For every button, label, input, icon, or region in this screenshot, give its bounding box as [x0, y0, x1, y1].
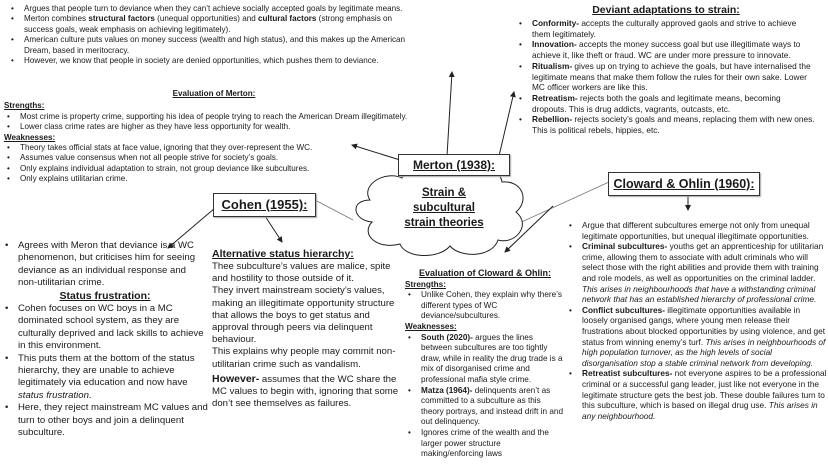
term-structural-factors: structural factors	[88, 14, 155, 24]
list-item	[8, 4, 418, 14]
list-item-text: .	[88, 389, 92, 401]
list-item-text: Merton combines	[24, 14, 89, 24]
list-item	[516, 61, 816, 93]
list-item	[2, 353, 208, 403]
adaptation-text: rejects both the goals and legitimate means, becoming dropouts. This is drug addicts, vagrants, outcasts, etc.	[532, 92, 781, 114]
strengths-list	[405, 290, 565, 322]
strengths-list	[4, 112, 424, 133]
line-cloud-cloward	[515, 182, 609, 225]
arrow-merton-adaptations	[499, 92, 514, 156]
status-frustration	[2, 290, 208, 439]
merton-evaluation-heading: Evaluation of Merton:	[172, 89, 256, 98]
list-item-text: This puts them at the bottom of the status hierarchy, they are unable to achieve legitimately via education and now have	[18, 352, 195, 389]
list-item-text: illegitimate opportunities available in loosely organised gangs, where young men release their frustrations about blocked opportunities by using violence, and get status from winning enemy’s turf.	[582, 304, 826, 347]
list-item-text: not everyone aspires to be a professional criminal or a successful gang leader, just like not everyone in the legitimate structure gets the best job. These double failures turn to this subculture, which is based on illegal drug use.	[582, 368, 827, 411]
deviant-adaptations	[516, 3, 816, 136]
weaknesses-list	[405, 333, 565, 460]
list-item: • Agrees with Meron that deviance is a WC phenomenon, but criticises him for seeing deviance as an individual response and non-utilitarian crime.	[2, 240, 207, 290]
merton-evaluation	[4, 89, 424, 185]
list-item	[8, 35, 418, 56]
list-item: • Ignores crime of the wealth and the larger power structure making/enforcing laws	[405, 428, 565, 460]
status-frustration-list	[2, 303, 208, 439]
subculture-term: Conflict subcultures-	[582, 304, 665, 315]
merton-intro-list	[8, 4, 418, 66]
status-frustration-term: status frustration	[18, 389, 89, 401]
list-item-italic: This arises in neighbourhoods of high population turnover, as the high levels of social disorganisation stop a stable criminal network from developing.	[582, 336, 826, 368]
adaptations-list	[516, 18, 816, 136]
cohen-box: Cohen (1955):	[213, 193, 316, 217]
list-item-italic: This arises in neighbourhoods that have a withstanding criminal network that has an established hierarchy of professional crime.	[582, 283, 817, 305]
list-item: • Only explains utilitarian crime.	[4, 174, 424, 184]
list-item-text: argues the lines between subcultures are too tightly draw, while in reality the drug trade is a mix of disorganised crime and professional mafia style crime.	[421, 332, 563, 384]
adaptations-heading: Deviant adaptations to strain:	[592, 4, 740, 16]
list-item: • Assumes value consensus when not all people strive for society’s goals.	[4, 153, 424, 163]
cloward-ohlin-points	[566, 220, 828, 421]
critic-name: South (2020)-	[421, 332, 473, 342]
list-item	[566, 241, 828, 305]
adaptation-term: Conformity-	[532, 18, 580, 28]
strengths-label: Strengths:	[405, 279, 446, 289]
list-item: • Argue that different subcultures emerge not only from unequal legitimate opportunities, but unequal illegitimate opportunities.	[566, 220, 828, 241]
term-cultural-factors: cultural factors	[257, 14, 317, 24]
center-title-line: subcultural	[413, 202, 475, 214]
alt-hierarchy-point: Thee subculture’s values are malice, spite and hostility to those outside of it.	[212, 261, 391, 285]
critic-name: Matza (1964)-	[421, 385, 473, 395]
however-note	[212, 373, 407, 411]
list-item-text: American culture puts values on money success (wealth and high status), and this makes up the American Dream, based in meritocracy.	[24, 35, 406, 55]
weaknesses-list	[4, 143, 424, 185]
arrow-cohen-alt	[265, 216, 282, 242]
list-item	[516, 39, 816, 60]
list-item	[516, 18, 816, 39]
weaknesses-label: Weaknesses:	[4, 132, 56, 142]
list-item: • Theory takes official stats at face value, ignoring that they over-represent the WC.	[4, 143, 424, 153]
alt-hierarchy-point: They invert mainstream society’s values, making an illegitimate opportunity structure that allows the boys to get status and approval through peers via delinquent behaviour.	[212, 285, 395, 346]
list-item-text: (strong emphasis on success goals, weak emphasis on achieving legitimately).	[24, 14, 393, 34]
list-item	[8, 14, 418, 35]
list-item: • Here, they reject mainstream MC values and turn to other boys and join a delinquent subculture.	[2, 402, 208, 439]
strengths-label: Strengths:	[4, 101, 45, 111]
cloward-ohlin-box: Cloward & Ohlin (1960):	[608, 172, 760, 196]
adaptation-text: rejects society’s goals and means, replacing them with new ones. This is political rebels, hippies, etc.	[532, 114, 815, 136]
list-item-text: Argues that people turn to deviance when they can’t achieve socially accepted goals by legitimate means.	[24, 4, 403, 13]
cloward-evaluation-heading: Evaluation of Cloward & Ohlin:	[418, 268, 551, 278]
list-item: • Lower class crime rates are higher as they have less opportunity for wealth.	[4, 122, 424, 132]
subculture-term: Retreatist subcultures-	[582, 368, 673, 379]
list-item: • Cohen focuses on WC boys in a MC dominated school system, as they are culturally deprived and lack skills to achieve in this environment.	[2, 303, 208, 353]
adaptation-text: accepts the money success goal but use illegitimate ways to achieve it, like theft or fraud. WC are under more pressure to innovate.	[532, 39, 801, 61]
center-title-line: strain theories	[404, 217, 484, 229]
merton-box: Merton (1938):	[398, 154, 510, 176]
list-item	[405, 386, 565, 428]
status-frustration-heading: Status frustration:	[59, 290, 151, 302]
weaknesses-label: Weaknesses:	[405, 321, 457, 331]
list-item	[405, 333, 565, 386]
list-item-text: However, we know that people in society are denied opportunities, which pushes them to deviance.	[24, 56, 379, 66]
list-item	[566, 368, 828, 421]
line-cohen-cloud	[315, 200, 353, 220]
list-item-text: delinquents aren’t as committed to a subculture as this theory portrays, and instead drift in and out delinquency.	[421, 385, 563, 427]
list-item	[516, 114, 816, 135]
list-item: • Most crime is property crime, supporting his idea of people trying to reach the American Dream illegitimately.	[4, 112, 424, 122]
subculture-term: Criminal subcultures-	[582, 241, 668, 252]
list-item: • Unlike Cohen, they explain why there’s different types of WC deviance/subcultures.	[405, 290, 565, 322]
arrow-merton-intro	[447, 72, 452, 156]
alt-hierarchy-point: This explains why people may commit non-utilitarian crime such as vandalism.	[212, 346, 396, 370]
adaptation-term: Ritualism-	[532, 60, 573, 71]
list-item	[566, 305, 828, 369]
adaptation-term: Innovation-	[532, 39, 577, 50]
list-item	[516, 93, 816, 114]
however-text: assumes that the WC share the MC values to begin with, ignoring that some don’t see themselves as failures.	[212, 373, 399, 410]
center-title-line: Strain &	[421, 187, 467, 199]
cloward-ohlin-evaluation	[405, 268, 565, 460]
cohen-intro	[2, 240, 207, 290]
list-item-text: youths get an apprenticeship for utilitarian crime, allowing them to associate with adult criminals who will select those with the right abilities and provide them with training and role models, as well as opportunities on the criminal ladder.	[582, 241, 824, 283]
adaptation-text: gives up on trying to achieve the goals, but have internalised the legitimate means that make them follow the rules for their own sake. Lower MC officer workers are like this.	[532, 60, 811, 93]
adaptation-term: Retreatism-	[532, 92, 578, 103]
list-item-text: (unequal opportunities) and	[154, 14, 258, 24]
list-item-italic: This arises in any neighbourhood.	[582, 400, 818, 421]
adaptation-term: Rebellion-	[532, 114, 573, 125]
list-item: • Only explains individual adaptation to strain, not group deviance like subcultures.	[4, 164, 424, 174]
adaptation-text: accepts the culturally approved gaols and strive to achieve them legitimately.	[532, 18, 797, 39]
center-title	[380, 186, 508, 231]
alt-hierarchy-heading: Alternative status hierarchy:	[212, 248, 354, 260]
alternative-status-hierarchy	[212, 248, 407, 410]
list-item	[8, 56, 418, 66]
however-label: However-	[212, 372, 260, 385]
